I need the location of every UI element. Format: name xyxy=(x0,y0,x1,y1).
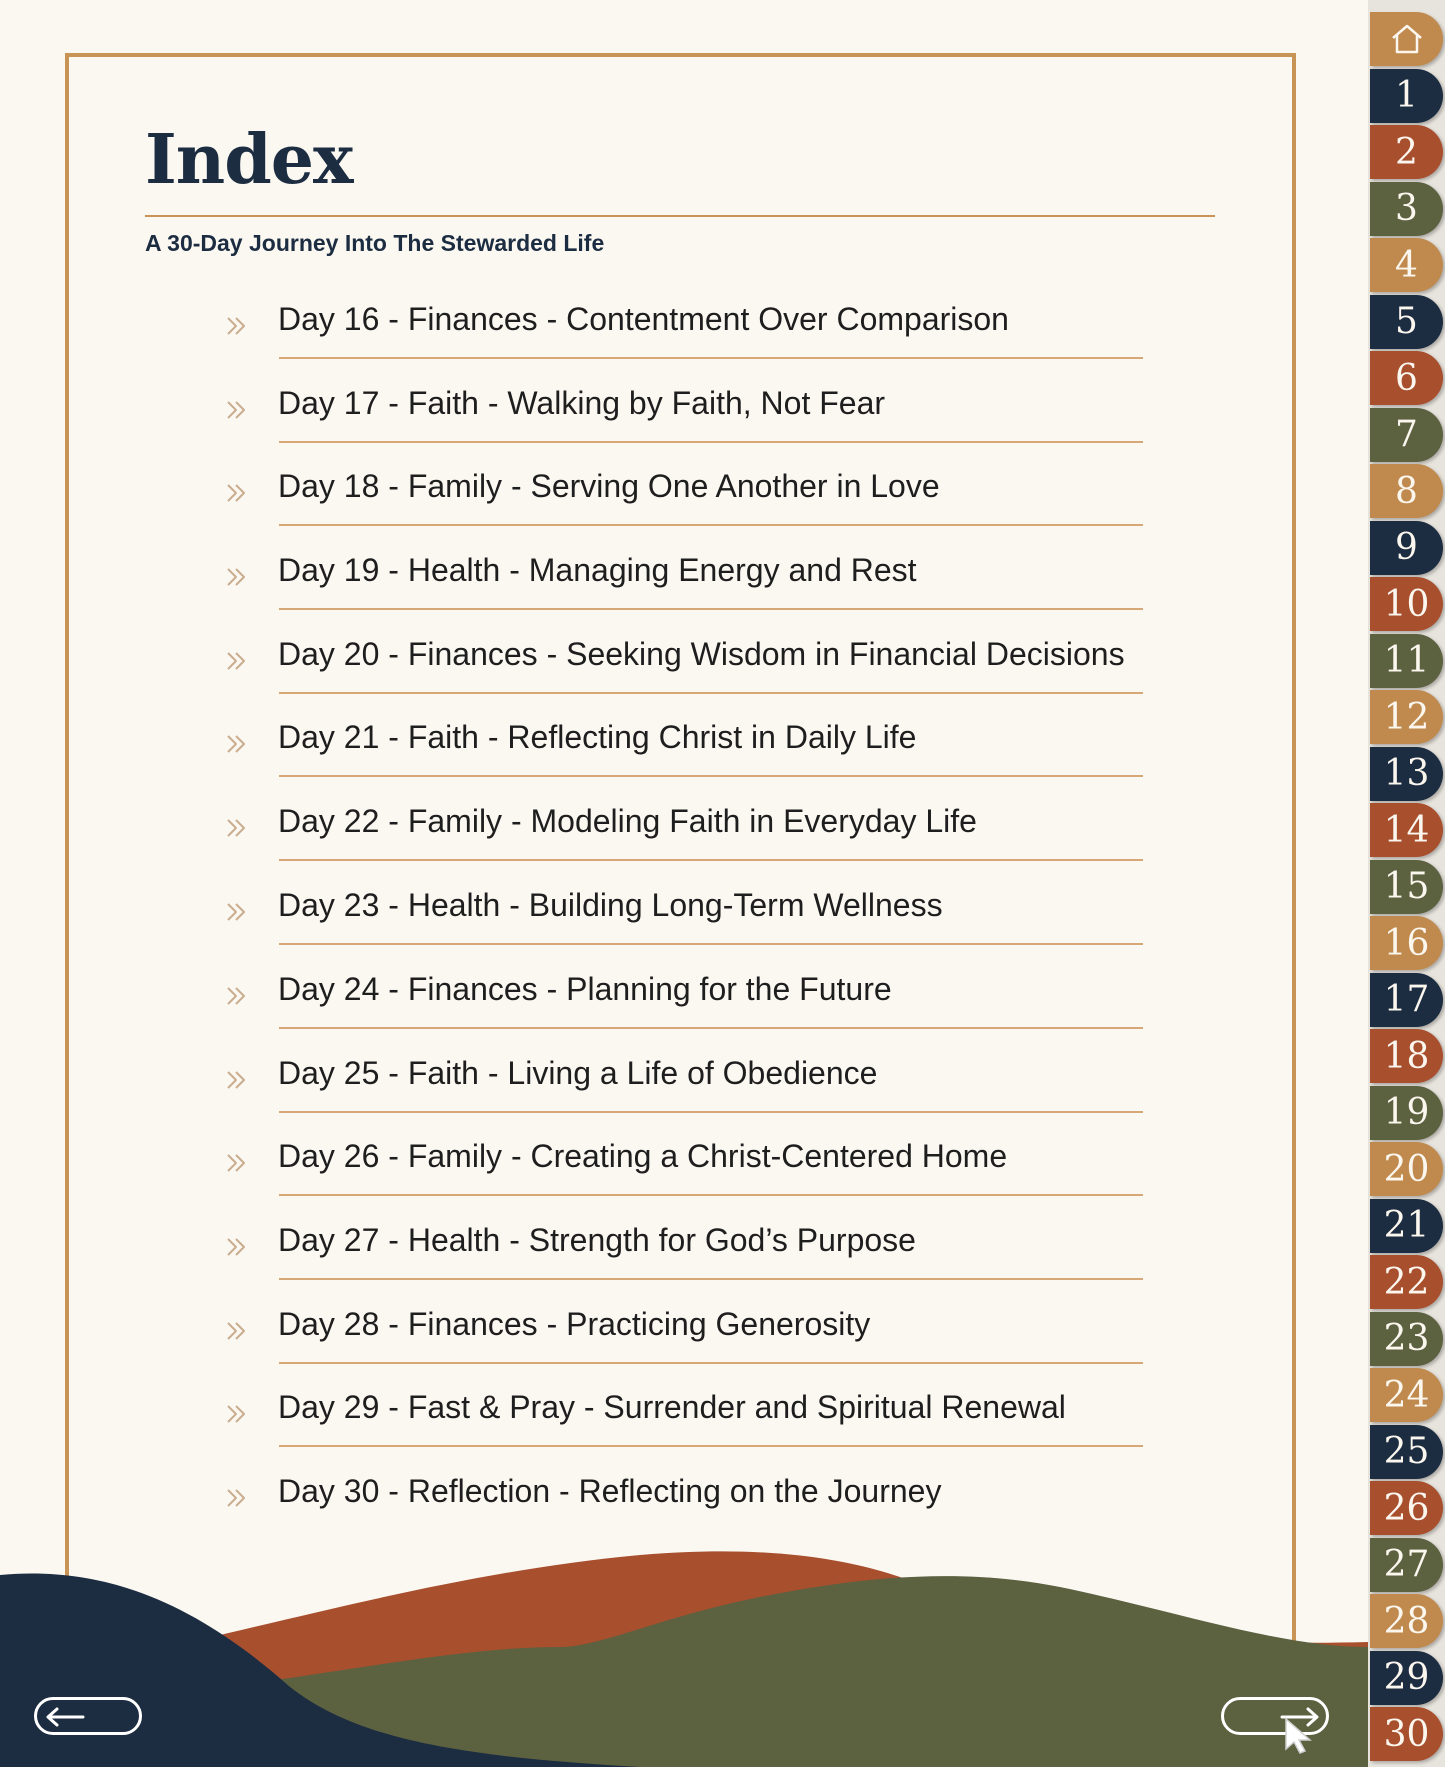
tab-page-12[interactable]: 12 xyxy=(1370,690,1443,744)
entry-divider xyxy=(279,1194,1143,1196)
tab-page-16[interactable]: 16 xyxy=(1370,916,1443,970)
tab-page-13[interactable]: 13 xyxy=(1370,747,1443,801)
tab-page-2[interactable]: 2 xyxy=(1370,125,1443,179)
index-entry[interactable] xyxy=(225,630,1145,690)
tab-page-8[interactable]: 8 xyxy=(1370,464,1443,518)
entry-divider xyxy=(279,859,1143,861)
index-entry[interactable] xyxy=(225,1132,1145,1192)
index-entry-label: Day 18 - Family - Serving One Another in Love xyxy=(278,468,940,504)
chevron-double-right-icon xyxy=(225,1236,251,1258)
index-entry-label: Day 30 - Reflection - Reflecting on the Journey xyxy=(278,1473,942,1509)
index-entry-label: Day 26 - Family - Creating a Christ-Centered Home xyxy=(278,1138,1008,1174)
entry-divider xyxy=(279,524,1143,526)
tab-page-5[interactable]: 5 xyxy=(1370,295,1443,349)
index-entry[interactable] xyxy=(225,295,1145,355)
index-entry[interactable] xyxy=(225,546,1145,606)
tab-page-6[interactable]: 6 xyxy=(1370,351,1443,405)
tab-page-27[interactable]: 27 xyxy=(1370,1538,1443,1592)
chevron-double-right-icon xyxy=(225,650,251,672)
tab-page-23[interactable]: 23 xyxy=(1370,1312,1443,1366)
decorative-hills xyxy=(0,1537,1368,1767)
entry-divider xyxy=(279,1278,1143,1280)
cursor-icon xyxy=(1284,1717,1314,1755)
tab-page-18[interactable]: 18 xyxy=(1370,1029,1443,1083)
index-entry-label: Day 21 - Faith - Reflecting Christ in Daily Life xyxy=(278,719,917,755)
index-entry-label: Day 24 - Finances - Planning for the Future xyxy=(278,971,892,1007)
index-entry-label: Day 25 - Faith - Living a Life of Obedience xyxy=(278,1055,878,1091)
index-entry-label: Day 23 - Health - Building Long-Term Wellness xyxy=(278,887,943,923)
home-icon xyxy=(1390,23,1424,55)
index-entry-label: Day 28 - Finances - Practicing Generosity xyxy=(278,1306,871,1342)
entry-divider xyxy=(279,775,1143,777)
chevron-double-right-icon xyxy=(225,566,251,588)
tab-page-25[interactable]: 25 xyxy=(1370,1425,1443,1479)
index-entry[interactable] xyxy=(225,797,1145,857)
entry-divider xyxy=(279,1445,1143,1447)
index-entry[interactable] xyxy=(225,1300,1145,1360)
index-entry[interactable] xyxy=(225,965,1145,1025)
chevron-double-right-icon xyxy=(225,985,251,1007)
tab-page-20[interactable]: 20 xyxy=(1370,1142,1443,1196)
index-entry[interactable] xyxy=(225,1383,1145,1443)
page-title: Index xyxy=(145,120,353,200)
tab-page-30[interactable]: 30 xyxy=(1370,1707,1443,1761)
index-entry[interactable] xyxy=(225,1467,1145,1527)
tab-page-28[interactable]: 28 xyxy=(1370,1594,1443,1648)
tab-page-4[interactable]: 4 xyxy=(1370,238,1443,292)
tab-page-22[interactable]: 22 xyxy=(1370,1255,1443,1309)
chevron-double-right-icon xyxy=(225,733,251,755)
tab-page-15[interactable]: 15 xyxy=(1370,860,1443,914)
tab-page-26[interactable]: 26 xyxy=(1370,1481,1443,1535)
index-entry[interactable] xyxy=(225,1216,1145,1276)
chevron-double-right-icon xyxy=(225,1320,251,1342)
tab-page-17[interactable]: 17 xyxy=(1370,973,1443,1027)
index-entry[interactable] xyxy=(225,713,1145,773)
entry-divider xyxy=(279,1111,1143,1113)
tab-page-7[interactable]: 7 xyxy=(1370,408,1443,462)
index-entry-label: Day 22 - Family - Modeling Faith in Everyday Life xyxy=(278,803,977,839)
tab-page-24[interactable]: 24 xyxy=(1370,1368,1443,1422)
page-tab-strip xyxy=(1368,0,1445,1767)
chevron-double-right-icon xyxy=(225,817,251,839)
tab-home[interactable] xyxy=(1370,12,1443,66)
page-subtitle: A 30-Day Journey Into The Stewarded Life xyxy=(145,230,605,256)
index-entry-label: Day 19 - Health - Managing Energy and Rest xyxy=(278,552,917,588)
arrow-left-icon xyxy=(45,1706,85,1728)
index-entry[interactable] xyxy=(225,462,1145,522)
index-entry-label: Day 17 - Faith - Walking by Faith, Not Fear xyxy=(278,385,886,421)
chevron-double-right-icon xyxy=(225,1069,251,1091)
tab-page-3[interactable]: 3 xyxy=(1370,182,1443,236)
tab-page-19[interactable]: 19 xyxy=(1370,1086,1443,1140)
entry-divider xyxy=(279,608,1143,610)
chevron-double-right-icon xyxy=(225,1403,251,1425)
index-entry-label: Day 20 - Finances - Seeking Wisdom in Financial Decisions xyxy=(278,636,1125,672)
previous-page-button[interactable] xyxy=(34,1697,142,1735)
tab-page-9[interactable]: 9 xyxy=(1370,521,1443,575)
chevron-double-right-icon xyxy=(225,315,251,337)
entry-divider xyxy=(279,1027,1143,1029)
index-entry-label: Day 29 - Fast & Pray - Surrender and Spiritual Renewal xyxy=(278,1389,1066,1425)
entry-divider xyxy=(279,943,1143,945)
chevron-double-right-icon xyxy=(225,1152,251,1174)
chevron-double-right-icon xyxy=(225,901,251,923)
tab-page-29[interactable]: 29 xyxy=(1370,1651,1443,1705)
chevron-double-right-icon xyxy=(225,1487,251,1509)
entry-divider xyxy=(279,441,1143,443)
index-entry[interactable] xyxy=(225,1049,1145,1109)
chevron-double-right-icon xyxy=(225,482,251,504)
tab-page-21[interactable]: 21 xyxy=(1370,1199,1443,1253)
tab-page-10[interactable]: 10 xyxy=(1370,577,1443,631)
index-entry-label: Day 16 - Finances - Contentment Over Comparison xyxy=(278,301,1009,337)
tab-page-11[interactable]: 11 xyxy=(1370,634,1443,688)
entry-divider xyxy=(279,357,1143,359)
index-entry-label: Day 27 - Health - Strength for God’s Purpose xyxy=(278,1222,916,1258)
tab-page-14[interactable]: 14 xyxy=(1370,803,1443,857)
index-entry[interactable] xyxy=(225,881,1145,941)
entry-divider xyxy=(279,692,1143,694)
chevron-double-right-icon xyxy=(225,399,251,421)
tab-page-1[interactable]: 1 xyxy=(1370,69,1443,123)
index-entry[interactable] xyxy=(225,379,1145,439)
entry-divider xyxy=(279,1362,1143,1364)
